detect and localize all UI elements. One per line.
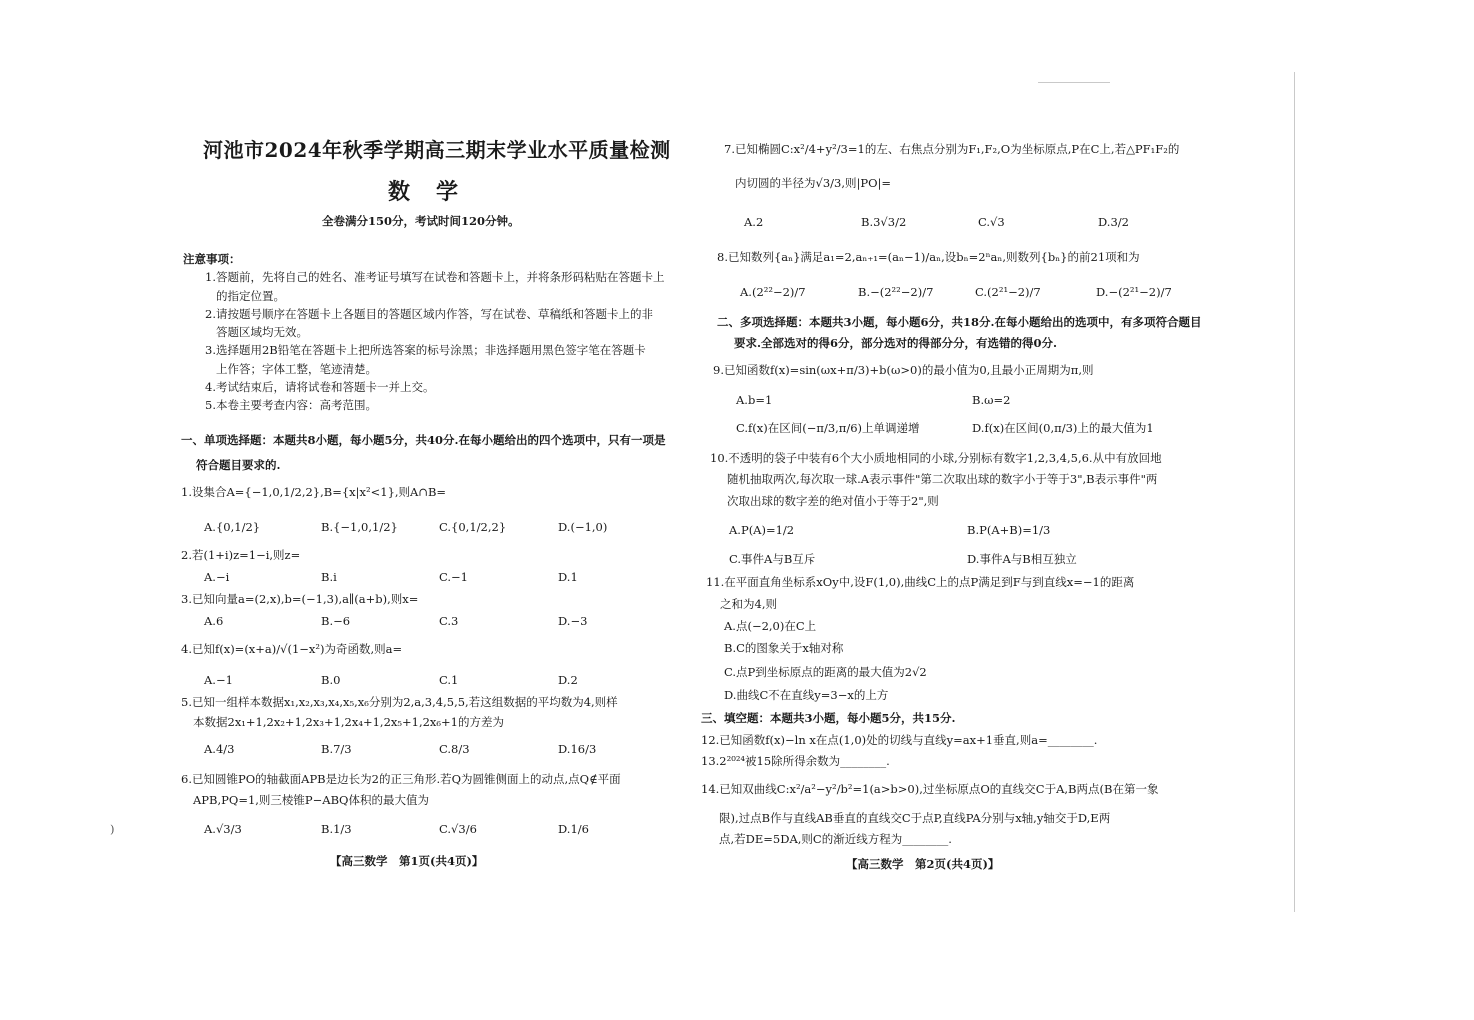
option-b: B.−(2²²−2)/7 xyxy=(858,285,934,299)
page-2 xyxy=(700,0,1300,1020)
option-d: D.f(x)在区间(0,π/3)上的最大值为1 xyxy=(972,421,1154,435)
option-a: A.4/3 xyxy=(204,742,235,756)
option-c: C.点P到坐标原点的距离的最大值为2√2 xyxy=(724,665,927,679)
option-b: B.ω=2 xyxy=(972,393,1011,407)
exam-title: 河池市2024年秋季学期高三期末学业水平质量检测 xyxy=(203,138,671,162)
section-heading: 二、多项选择题：本题共3小题，每小题6分，共18分.在每小题给出的选项中，有多项符合题目 xyxy=(717,315,1202,329)
page-footer: 【高三数学 第1页(共4页)】 xyxy=(330,854,484,868)
option-a: A.b=1 xyxy=(736,393,773,407)
option-a: A.−1 xyxy=(204,673,233,687)
question-7-cont: 内切圆的半径为√3/3,则|PO|= xyxy=(735,176,892,190)
question-3: 3.已知向量a=(2,x),b=(−1,3),a∥(a+b),则x= xyxy=(181,592,419,606)
question-14: 14.已知双曲线C:x²/a²−y²/b²=1(a>b>0),过坐标原点O的直线交C于A,B两点(B在第一象 xyxy=(701,782,1159,796)
option-c: C.{0,1/2,2} xyxy=(439,520,507,534)
option-d: D.1/6 xyxy=(558,822,589,836)
notice-line: 的指定位置。 xyxy=(216,289,285,303)
option-c: C.√3 xyxy=(978,215,1005,229)
section-heading: 一、单项选择题：本题共8小题，每小题5分，共40分.在每小题给出的四个选项中，只有一项是 xyxy=(181,433,666,447)
question-9: 9.已知函数f(x)=sin(ωx+π/3)+b(ω>0)的最小值为0,且最小正周期为π,则 xyxy=(713,363,1094,377)
option-d: D.2 xyxy=(558,673,578,687)
option-c: C.3 xyxy=(439,614,459,628)
option-c: C.1 xyxy=(439,673,459,687)
option-c: C.−1 xyxy=(439,570,468,584)
option-a: A.(2²²−2)/7 xyxy=(740,285,806,299)
question-7: 7.已知椭圆C:x²/4+y²/3=1的左、右焦点分别为F₁,F₂,O为坐标原点,P在C上,若△PF₁F₂的 xyxy=(724,142,1180,156)
question-8: 8.已知数列{aₙ}满足a₁=2,aₙ₊₁=(aₙ−1)/aₙ,设bₙ=2ⁿaₙ,则数列{bₙ}的前21项和为 xyxy=(717,250,1140,264)
option-b: B.C的图象关于x轴对称 xyxy=(724,641,844,655)
option-b: B.0 xyxy=(321,673,341,687)
question-11: 11.在平面直角坐标系xOy中,设F(1,0),曲线C上的点P满足到F与到直线x=−1的距离 xyxy=(706,575,1135,589)
question-14-cont: 点,若DE=5DA,则C的渐近线方程为________. xyxy=(719,832,952,846)
question-6-cont: APB,PQ=1,则三棱锥P−ABQ体积的最大值为 xyxy=(193,793,429,807)
option-a: A.{0,1/2} xyxy=(204,520,261,534)
option-b: B.P(A+B)=1/3 xyxy=(967,523,1051,537)
notice-line: 4.考试结束后，请将试卷和答题卡一并上交。 xyxy=(205,380,435,394)
scan-edge-line xyxy=(1294,72,1295,912)
question-5: 5.已知一组样本数据x₁,x₂,x₃,x₄,x₅,x₆分别为2,a,3,4,5,5,若这组数据的平均数为4,则样 xyxy=(181,695,618,709)
question-12: 12.已知函数f(x)−ln x在点(1,0)处的切线与直线y=ax+1垂直,则a=________. xyxy=(701,733,1098,747)
option-b: B.1/3 xyxy=(321,822,352,836)
section-heading: 三、填空题：本题共3小题，每小题5分，共15分. xyxy=(701,711,956,725)
option-d: D.曲线C不在直线y=3−x的上方 xyxy=(724,688,889,702)
option-d: D.1 xyxy=(558,570,578,584)
option-a: A.P(A)=1/2 xyxy=(729,523,795,537)
option-a: A.2 xyxy=(744,215,764,229)
option-c: C.f(x)在区间(−π/3,π/6)上单调递增 xyxy=(736,421,920,435)
subject-title: 数学 xyxy=(388,179,485,205)
option-c: C.√3/6 xyxy=(439,822,477,836)
question-11-cont: 之和为4,则 xyxy=(720,597,777,611)
option-d: D.16/3 xyxy=(558,742,597,756)
option-d: D.3/2 xyxy=(1098,215,1129,229)
question-4: 4.已知f(x)=(x+a)/√(1−x²)为奇函数,则a= xyxy=(181,642,403,656)
question-10: 10.不透明的袋子中装有6个大小质地相同的小球,分别标有数字1,2,3,4,5,6.从中有放回地 xyxy=(710,451,1162,465)
edge-mark: ) xyxy=(110,822,115,836)
question-13: 13.2²⁰²⁴被15除所得余数为________. xyxy=(701,754,890,768)
option-b: B.7/3 xyxy=(321,742,352,756)
section-heading: 符合题目要求的. xyxy=(196,458,281,472)
question-14-cont: 限),过点B作与直线AB垂直的直线交C于点P,直线PA分别与x轴,y轴交于D,E两 xyxy=(719,811,1111,825)
option-c: C.事件A与B互斥 xyxy=(729,552,816,566)
option-d: D.事件A与B相互独立 xyxy=(967,552,1077,566)
page-footer: 【高三数学 第2页(共4页)】 xyxy=(846,857,1000,871)
page-1 xyxy=(0,0,700,1020)
option-d: D.(−1,0) xyxy=(558,520,608,534)
notice-line: 答题区域均无效。 xyxy=(216,325,308,339)
notice-line: 上作答；字体工整，笔迹清楚。 xyxy=(216,362,377,376)
notice-line: 5.本卷主要考查内容：高考范围。 xyxy=(205,398,377,412)
notice-title: 注意事项： xyxy=(183,252,241,266)
option-d: D.−3 xyxy=(558,614,588,628)
option-a: A.√3/3 xyxy=(204,822,242,836)
exam-info: 全卷满分150分，考试时间120分钟。 xyxy=(322,214,520,228)
question-10-cont: 随机抽取两次,每次取一球.A表示事件"第二次取出球的数字小于等于3",B表示事件"两 xyxy=(727,472,1158,486)
option-b: B.i xyxy=(321,570,337,584)
option-a: A.点(−2,0)在C上 xyxy=(724,619,817,633)
notice-line: 2.请按题号顺序在答题卡上各题目的答题区域内作答，写在试卷、草稿纸和答题卡上的非 xyxy=(205,307,653,321)
option-a: A.6 xyxy=(204,614,224,628)
notice-line: 3.选择题用2B铅笔在答题卡上把所选答案的标号涂黑；非选择题用黑色签字笔在答题卡 xyxy=(205,343,646,357)
question-2: 2.若(1+i)z=1−i,则z= xyxy=(181,548,301,562)
question-5-cont: 本数据2x₁+1,2x₂+1,2x₃+1,2x₄+1,2x₅+1,2x₆+1的方差为 xyxy=(193,715,504,729)
option-c: C.(2²¹−2)/7 xyxy=(975,285,1041,299)
option-c: C.8/3 xyxy=(439,742,470,756)
section-heading: 要求.全部选对的得6分，部分选对的得部分分，有选错的得0分. xyxy=(734,336,1058,350)
question-6: 6.已知圆锥PO的轴截面APB是边长为2的正三角形.若Q为圆锥侧面上的动点,点Q∉平面 xyxy=(181,772,621,786)
question-1: 1.设集合A={−1,0,1/2,2},B={x|x²<1},则A∩B= xyxy=(181,485,447,499)
option-b: B.−6 xyxy=(321,614,351,628)
question-10-cont: 次取出球的数字差的绝对值小于等于2",则 xyxy=(727,494,939,508)
notice-line: 1.答题前，先将自己的姓名、准考证号填写在试卷和答题卡上，并将条形码粘贴在答题卡上 xyxy=(205,270,665,284)
option-a: A.−i xyxy=(204,570,230,584)
scan-mark xyxy=(1038,82,1110,83)
option-b: B.3√3/2 xyxy=(861,215,907,229)
option-b: B.{−1,0,1/2} xyxy=(321,520,398,534)
option-d: D.−(2²¹−2)/7 xyxy=(1096,285,1172,299)
